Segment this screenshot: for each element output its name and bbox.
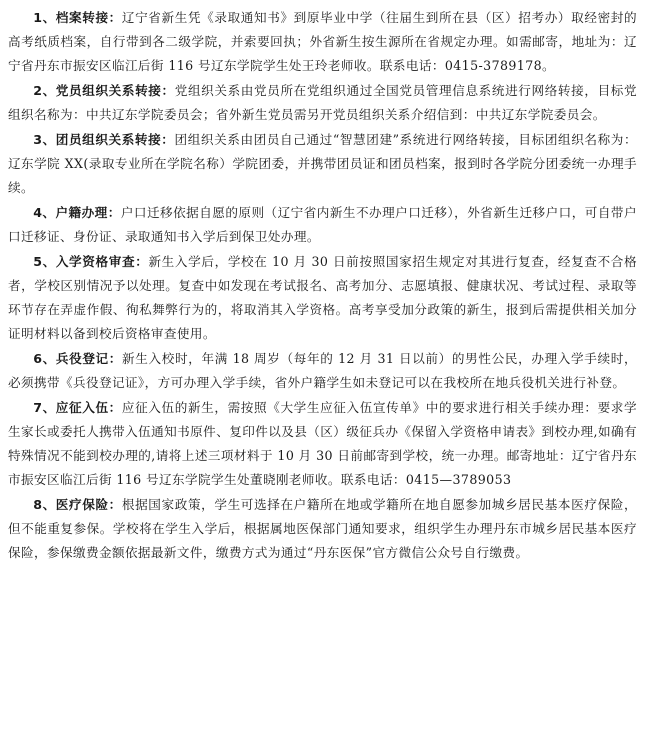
item-title: 户籍办理：: [55, 205, 121, 220]
item-title: 兵役登记：: [55, 351, 123, 366]
item-number: 1、: [33, 10, 56, 25]
item-text: 新生入学后，学校在 10 月 30 日前按照国家招生规定对其进行复查，经复查不合格者，学校区别情况予以处理。复查中如发现在考试报名、高考加分、志愿填报、健康状况、考试过程、录取等环节存在弄虚作假、徇私舞弊行为的，将取消其入学资格。高考享受加分政策的新生，报到后需提供相关加分证明材料以备到校后资格审查使用。: [8, 254, 637, 341]
item-number: 2、: [33, 83, 56, 98]
item-title: 应征入伍：: [55, 400, 122, 415]
item-title: 档案转接：: [55, 10, 122, 25]
item-number: 5、: [33, 254, 56, 269]
item-text: 户口迁移依据自愿的原则（辽宁省内新生不办理户口迁移），外省新生迁移户口，可自带户口迁移证、身份证、录取通知书入学后到保卫处办理。: [8, 205, 637, 244]
section-enrollment-review: [8, 250, 637, 346]
item-text: 党组织关系由党员所在党组织通过全国党员管理信息系统进行网络转接，目标党组织名称为：中共辽东学院委员会；省外新生党员需另开党员组织关系介绍信到：中共辽东学院委员会。: [8, 83, 638, 122]
section-medical-insurance: [8, 493, 637, 565]
item-number: 4、: [33, 205, 56, 220]
item-number: 6、: [33, 351, 56, 366]
item-text: 辽宁省新生凭《录取通知书》到原毕业中学（往届生到所在县（区）招考办）取经密封的高考纸质档案，自行带到各二级学院，并索要回执；外省新生按生源所在省规定办理。如需邮寄，地址为：辽宁省丹东市振安区临江后街 116 号辽东学院学生处王玲老师收。联系电话：0415-3789178。: [8, 10, 637, 73]
item-number: 7、: [33, 400, 56, 415]
item-text: 根据国家政策，学生可选择在户籍所在地或学籍所在地自愿参加城乡居民基本医疗保险，但不能重复参保。学校将在学生入学后，根据属地医保部门通知要求，组织学生办理丹东市城乡居民基本医疗保险，参保缴费金额依据最新文件，缴费方式为通过“丹东医保”官方微信公众号自行缴费。: [8, 497, 637, 560]
item-text: 团组织关系由团员自己通过“智慧团建”系统进行网络转接，目标团组织名称为：辽东学院 XX(录取专业所在学院名称）学院团委，并携带团员证和团员档案，报到时各学院分团委统一办理手续。: [8, 132, 637, 195]
section-league-membership-transfer: [8, 128, 637, 200]
section-household-registration: [8, 201, 637, 249]
item-number: 8、: [33, 497, 56, 512]
item-title: 医疗保险：: [55, 497, 122, 512]
item-text: 应征入伍的新生，需按照《大学生应征入伍宣传单》中的要求进行相关手续办理：要求学生家长或委托人携带入伍通知书原件、复印件以及县（区）级征兵办《保留入学资格申请表》到校办理,如确有特殊情况不能到校办理的,请将上述三项材料于 10 月 30 日前邮寄到学校，统一办理。邮寄地址：辽宁省丹东市振安区临江后街 116 号辽东学院学生处董晓刚老师收。联系电话：0415—3789053: [8, 400, 637, 487]
section-military-registration: [8, 347, 637, 395]
item-title: 党员组织关系转接：: [55, 83, 175, 98]
section-archive-transfer: [8, 6, 637, 78]
section-enlistment: [8, 396, 637, 492]
section-party-membership-transfer: [8, 79, 637, 127]
item-title: 团员组织关系转接：: [55, 132, 175, 147]
item-text: 新生入校时，年满 18 周岁（每年的 12 月 31 日以前）的男性公民，办理入学手续时，必须携带《兵役登记证》，方可办理入学手续，省外户籍学生如未登记可以在我校所在地兵役机关进行补登。: [8, 351, 637, 390]
item-number: 3、: [33, 132, 56, 147]
item-title: 入学资格审查：: [55, 254, 149, 269]
